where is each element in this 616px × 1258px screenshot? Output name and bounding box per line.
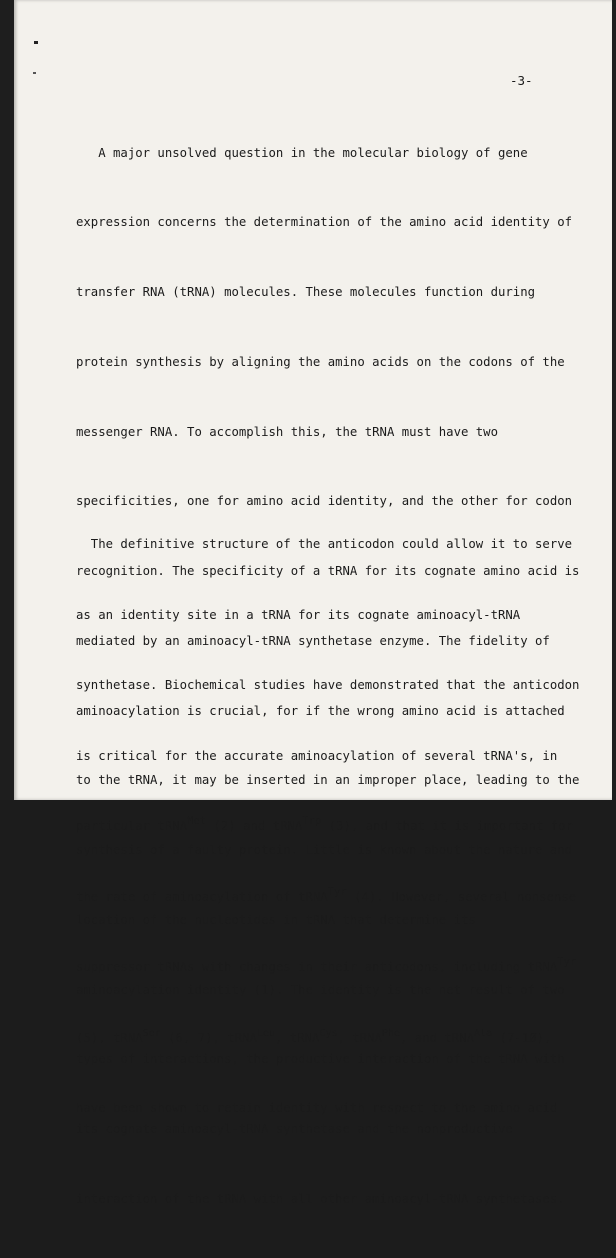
text-run: , tRNA: [275, 1030, 320, 1045]
text-line: aminoacylation is crucial, for if the wrong amino acid is attached: [76, 703, 565, 718]
text-line: [76, 815, 579, 839]
document-page: [14, 0, 612, 1206]
text-line: aminoacylation identity (1). The identity is the net result of two: [76, 982, 565, 997]
text-run: (5), tRNA: [76, 1030, 143, 1045]
text-line: types of interactions, the productive interaction of the tRNA with: [76, 1052, 565, 1067]
scan-speck: [34, 41, 38, 44]
text-line: protein synthesis by aligning the amino acids on the codons of the: [76, 354, 565, 369]
page-number: -3-: [510, 73, 533, 88]
superscript: Ala: [474, 1027, 493, 1039]
text-line: [76, 1027, 579, 1051]
text-line: as an identity site in a tRNA for its cognate aminoacyl-tRNA: [76, 607, 521, 622]
scan-speck: [33, 72, 36, 74]
superscript: Tyr: [557, 956, 577, 968]
text-run: suppressor tRNAs with changes in their anticodons, including tRNA: [76, 960, 558, 974]
text-line: specificities, one for amino acid identity, and the other for codon: [76, 494, 573, 509]
text-line: interaction of the tRNA with all other aminoacyl-tRNA synthetases.: [76, 1191, 565, 1206]
text-line: synthesis of a faulty protein. Little is known about the nature and: [76, 843, 573, 857]
text-line: synthetase. Biochemical studies have demonstrated that the anticodon: [76, 678, 580, 692]
text-line: mediated by an aminoacyl-tRNA synthetase enzyme. The fidelity of: [76, 633, 550, 648]
text-line: expression concerns the determination of the amino acid identity of: [76, 215, 573, 230]
text-run: the rate of aminoacylation of tRNA: [76, 889, 328, 904]
text-line: is critical for the accurate aminoacylation of several tRNA's, in: [76, 748, 558, 763]
text-line: recognition. The specificity of a tRNA for its cognate amino acid is: [76, 564, 580, 578]
text-line: transfer RNA (tRNA) molecules. These molecules function during: [76, 285, 536, 299]
text-run: (4). However, several nonsense: [346, 889, 577, 904]
text-line: its cognate aminoacyl-tRNA synthetase and the nonproductive: [76, 1122, 513, 1136]
superscript: Ser: [142, 1027, 161, 1039]
text-line: A major unsolved question in the molecular biology of gene: [76, 145, 528, 160]
superscript: Phe: [381, 1027, 400, 1039]
text-run: particular tRNA: [76, 819, 188, 833]
text-line: have been shown to retain identity with respect to the amino acid: [76, 1101, 558, 1115]
text-line: to the tRNA, it may be inserted in an improper place, leading to the: [76, 773, 580, 788]
text-run: , tRNA: [337, 1030, 382, 1045]
text-line: messenger RNA. To accomplish this, the tRNA must have two: [76, 424, 498, 439]
superscript: Met: [187, 815, 207, 827]
text-run: (3), and that it is important for: [321, 819, 573, 833]
text-line: [76, 956, 579, 980]
superscript: Trp: [302, 815, 322, 827]
text-run: , and tRNA: [399, 1030, 475, 1045]
paragraph-2: [76, 486, 579, 1168]
text-line: The definitive structure of the anticodon could allow it to serve: [76, 537, 573, 551]
text-line: location of the nucleotides in tRNA that determine its: [76, 912, 476, 927]
text-run: (7-1Ø),: [492, 1030, 552, 1045]
text-run: (2) and tRNA: [206, 819, 303, 833]
superscript: Tyr: [327, 885, 347, 898]
superscript: Cys: [319, 1027, 338, 1039]
superscript: Leu: [256, 1027, 276, 1039]
text-line: [76, 886, 579, 910]
text-run: (6, 7), tRNA: [160, 1030, 257, 1045]
